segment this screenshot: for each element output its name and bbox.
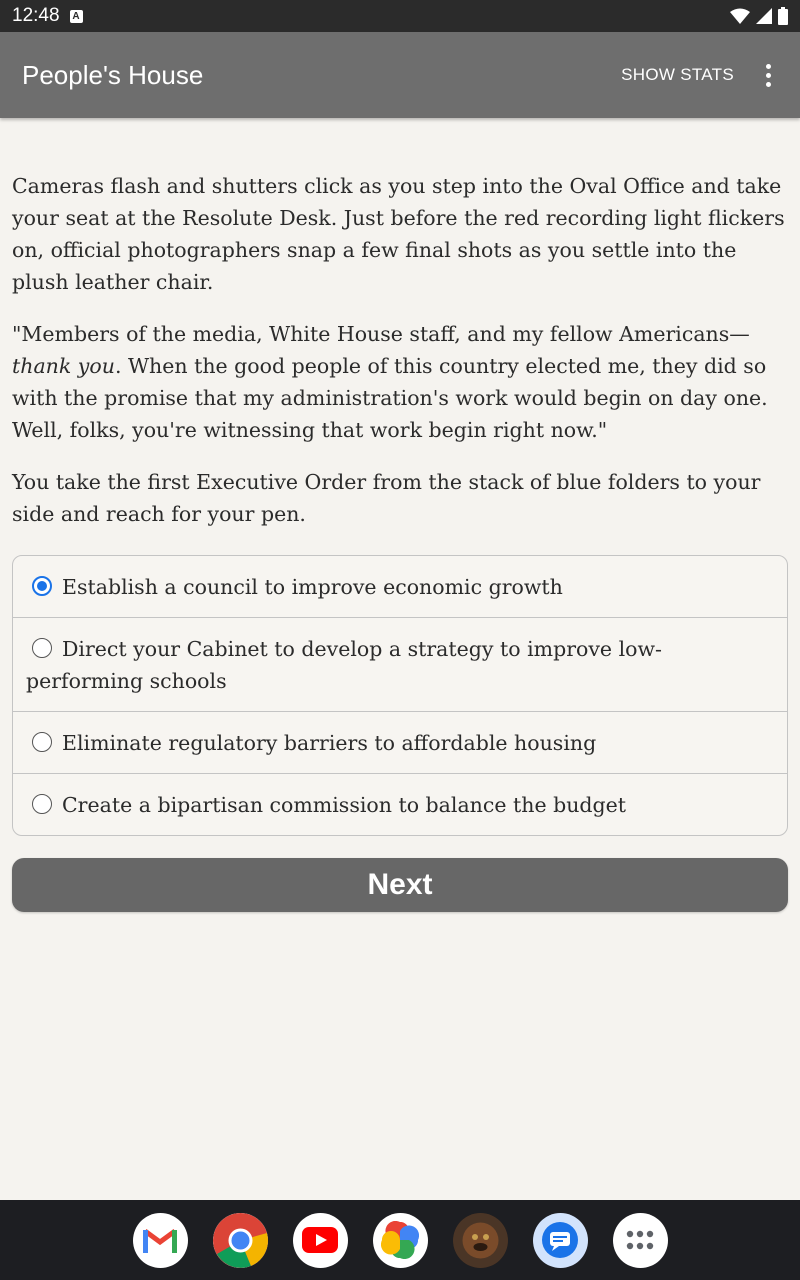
quote-part: "Members of the media, White House staff, and my fellow Americans— bbox=[12, 322, 750, 346]
story-paragraph: You take the first Executive Order from the stack of blue folders to your side and reach for your pen. bbox=[12, 470, 761, 526]
game-app-icon[interactable] bbox=[453, 1213, 508, 1268]
status-bar bbox=[0, 0, 800, 32]
wifi-icon bbox=[730, 8, 750, 24]
show-stats-button[interactable]: SHOW STATS bbox=[621, 65, 734, 84]
choice-option[interactable] bbox=[13, 712, 787, 774]
app-drawer-icon[interactable] bbox=[613, 1213, 668, 1268]
radio-button[interactable] bbox=[32, 794, 52, 814]
choice-label: Eliminate regulatory barriers to affordable housing bbox=[62, 731, 597, 755]
app-title: People's House bbox=[22, 59, 204, 90]
choice-label: Create a bipartisan commission to balance the budget bbox=[62, 793, 627, 817]
quote-emphasis: thank you bbox=[12, 354, 115, 378]
app-bar bbox=[0, 32, 800, 118]
choice-option[interactable] bbox=[13, 774, 787, 835]
gmail-icon[interactable] bbox=[133, 1213, 188, 1268]
notification-badge-icon: A bbox=[70, 10, 83, 23]
next-button[interactable]: Next bbox=[12, 858, 788, 912]
signal-icon bbox=[756, 8, 772, 24]
story-paragraph: Cameras flash and shutters click as you step into the Oval Office and take your seat at the Resolute Desk. Just before the red recording light flickers on, official photographers snap a few final shots as you settle into the plush leather chair. bbox=[12, 174, 785, 294]
story-paragraph-quote bbox=[12, 318, 788, 446]
choice-option[interactable] bbox=[13, 556, 787, 618]
quote-part: . When the good people of this country elected me, they did so with the promise that my administration's work would begin on day one. Well, folks, you're witnessing that work begin right now." bbox=[12, 354, 768, 442]
app-dock bbox=[0, 1200, 800, 1280]
overflow-menu-icon[interactable] bbox=[758, 64, 778, 87]
photos-icon[interactable] bbox=[373, 1213, 428, 1268]
story-text bbox=[12, 170, 788, 550]
youtube-icon[interactable] bbox=[293, 1213, 348, 1268]
messages-icon[interactable] bbox=[533, 1213, 588, 1268]
chrome-icon[interactable] bbox=[213, 1213, 268, 1268]
choice-list bbox=[12, 555, 788, 836]
radio-button[interactable] bbox=[32, 638, 52, 658]
battery-icon bbox=[778, 7, 788, 25]
choice-label: Establish a council to improve economic growth bbox=[62, 575, 563, 599]
choice-option[interactable] bbox=[13, 618, 787, 712]
choice-label: Direct your Cabinet to develop a strategy to improve low-performing schools bbox=[26, 637, 662, 693]
status-time: 12:48 bbox=[12, 5, 60, 26]
radio-button-selected[interactable] bbox=[32, 576, 52, 596]
status-icons bbox=[730, 7, 788, 25]
radio-button[interactable] bbox=[32, 732, 52, 752]
